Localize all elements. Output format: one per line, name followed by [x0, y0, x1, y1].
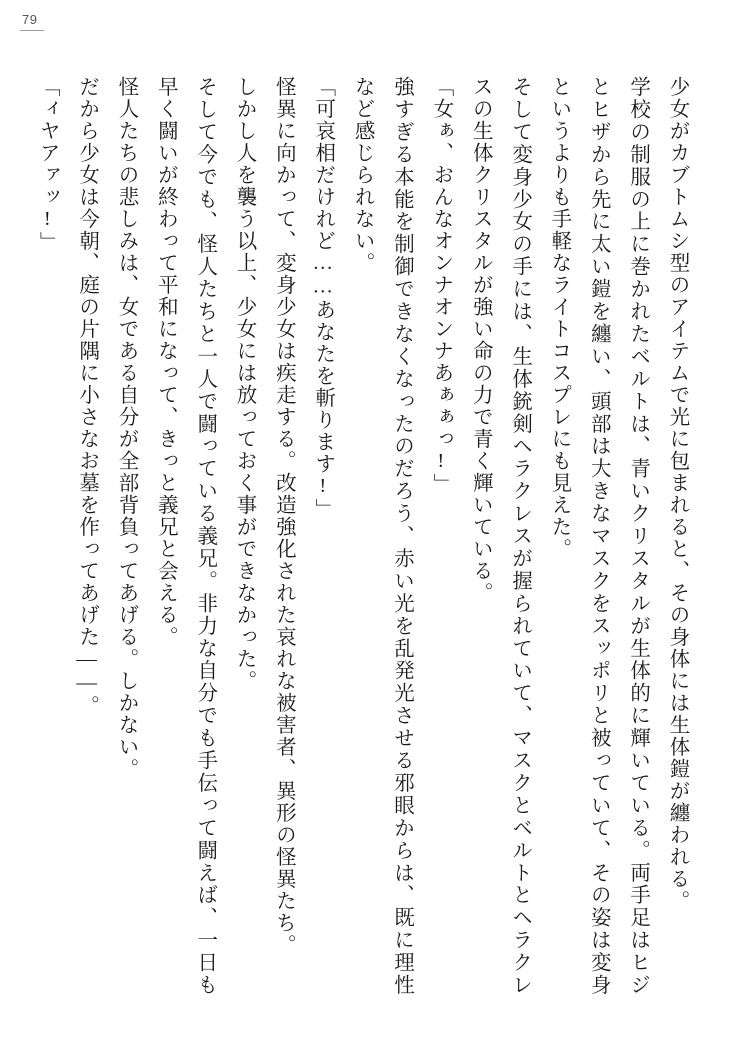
body-paragraph: 「女ぁ、おんなオンナオンナあぁぁっ!」	[429, 76, 452, 496]
page-number: 79	[22, 12, 38, 27]
body-paragraph: 「ィヤアァッ!」	[36, 76, 59, 254]
body-paragraph: だから少女は今朝、庭の片隅に小さなお墓を作ってあげた——。	[75, 76, 98, 717]
body-paragraph: 怪異に向かって、変身少女は疾走する。改造強化された哀れな被害者、異形の怪異たち。	[272, 76, 295, 956]
body-paragraph: そして今でも、怪人たちと一人で闘っている義兄。非力な自分でも手伝って闘えば、一日も早く闘いが終わって平和になって、きっと義兄と会える。	[154, 76, 216, 997]
body-paragraph: 「可哀相だけれど……あなたを斬ります!」	[311, 76, 334, 521]
body-paragraph: 怪人たちの悲しみは、女である自分が全部背負ってあげる。しかない。	[114, 76, 137, 780]
body-paragraph: 学校の制服の上に巻かれたベルトは、青いクリスタルが生体的に輝いている。両手足はヒジとヒザから先に太い鎧を纏い、頭部は大きなマスクをスッポリと被っていて、その姿は変身というよりも手軽なライトコスプレにも見えた。	[547, 76, 649, 997]
vertical-text-body	[36, 54, 696, 997]
page-number-rule	[20, 30, 44, 31]
body-paragraph: しかし人を襲う以上、少女には放っておく事ができなかった。	[233, 76, 256, 692]
body-paragraph: 少女がカブトムシ型のアイテムで光に包まれると、その身体には生体鎧が纏われる。	[666, 76, 688, 912]
body-paragraph: 強すぎる本能を制御できなくなったのだろう、赤い光を乱発光させる邪眼からは、既に理性など感じられない。	[351, 76, 413, 997]
body-paragraph: そして変身少女の手には、生体銃剣ヘラクレスが握られていて、マスクとベルトとヘラクレスの生体クリスタルが強い命の力で青く輝いている。	[469, 76, 531, 996]
